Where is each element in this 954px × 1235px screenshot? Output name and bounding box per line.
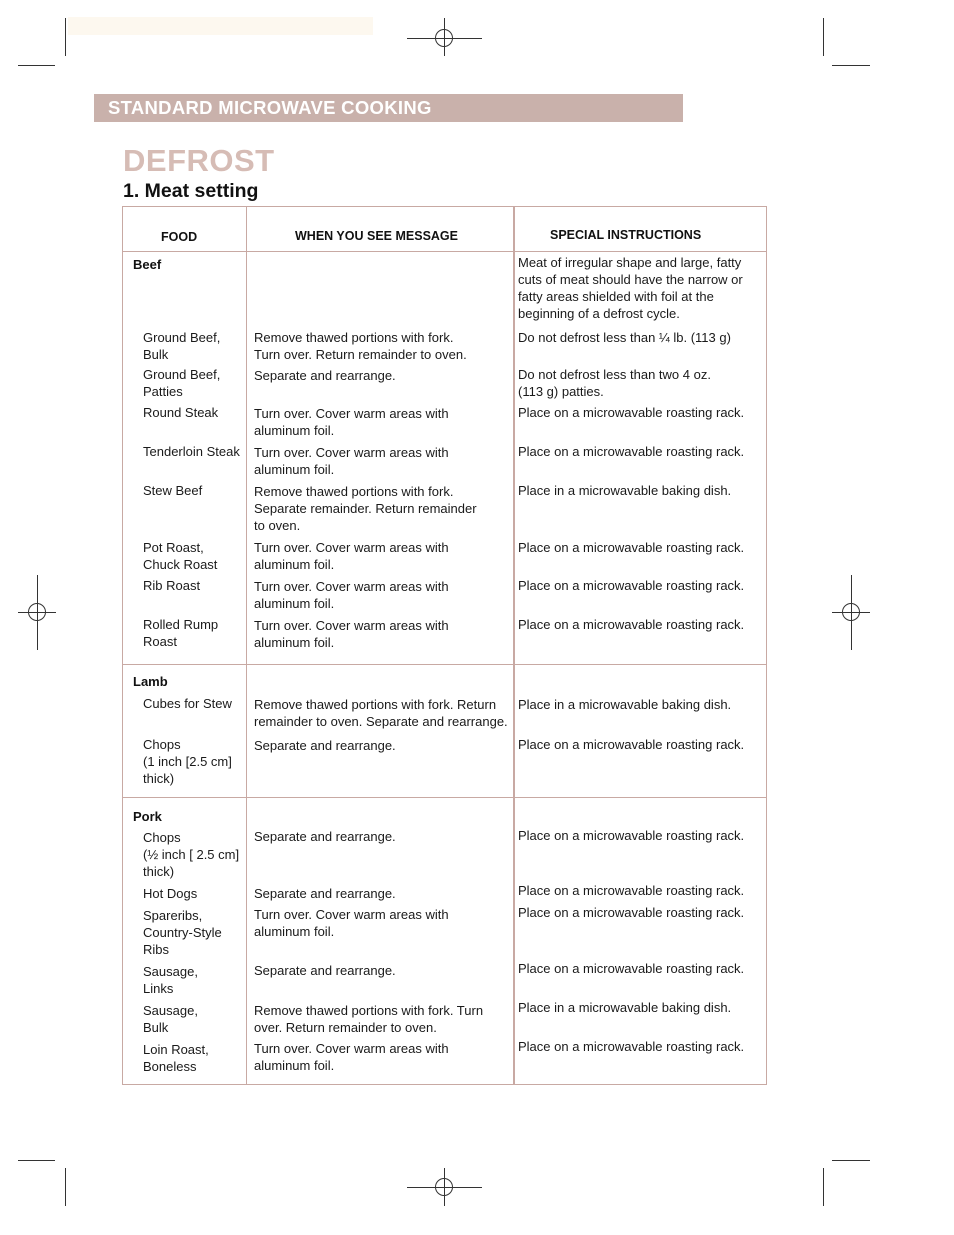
food-cell: Tenderloin Steak bbox=[143, 444, 240, 459]
group-label-pork: Pork bbox=[133, 809, 162, 824]
group-divider bbox=[122, 664, 767, 665]
instruction-cell: Place on a microwavable roasting rack. bbox=[518, 883, 745, 898]
message-cell: Separate and rearrange. bbox=[254, 738, 396, 753]
food-cell: Pot Roast, Chuck Roast bbox=[143, 540, 218, 572]
message-cell: Remove thawed portions with fork. Turn over. Return remainder to oven. bbox=[254, 330, 467, 362]
food-cell: Round Steak bbox=[143, 405, 219, 420]
instruction-cell: Place in a microwavable baking dish. bbox=[518, 1000, 732, 1015]
instruction-cell: Place in a microwavable baking dish. bbox=[518, 697, 732, 712]
food-cell: Spareribs, Country-Style Ribs bbox=[143, 908, 222, 957]
instruction-cell: Place on a microwavable roasting rack. bbox=[518, 1039, 745, 1054]
message-cell: Turn over. Cover warm areas with aluminum foil. bbox=[254, 445, 449, 477]
header-instructions: SPECIAL INSTRUCTIONS bbox=[550, 228, 702, 242]
instruction-cell: Place on a microwavable roasting rack. bbox=[518, 444, 745, 459]
header-divider bbox=[122, 251, 767, 252]
page-title: DEFROST bbox=[123, 143, 275, 178]
section-banner bbox=[94, 94, 683, 122]
table-border bbox=[766, 206, 767, 1085]
food-cell: Ground Beef, Bulk bbox=[143, 330, 221, 362]
food-cell: Hot Dogs bbox=[143, 886, 198, 901]
instruction-cell: Place on a microwavable roasting rack. bbox=[518, 737, 745, 752]
instruction-cell: Place on a microwavable roasting rack. bbox=[518, 617, 745, 632]
food-cell: Sausage, Bulk bbox=[143, 1003, 198, 1035]
instruction-cell: Place on a microwavable roasting rack. bbox=[518, 578, 745, 593]
subtitle: 1. Meat setting bbox=[123, 180, 259, 202]
group-intro-beef: Meat of irregular shape and large, fatty cuts of meat should have the narrow or fatty areas shielded with foil at the beginning of a defrost cycle. bbox=[518, 255, 743, 321]
food-cell: Sausage, Links bbox=[143, 964, 198, 996]
message-cell: Separate and rearrange. bbox=[254, 963, 396, 978]
section-banner-text: STANDARD MICROWAVE COOKING bbox=[108, 97, 432, 118]
message-cell: Turn over. Cover warm areas with aluminum foil. bbox=[254, 1041, 449, 1073]
message-cell: Turn over. Cover warm areas with aluminum foil. bbox=[254, 907, 449, 939]
food-cell: Rib Roast bbox=[143, 578, 201, 593]
message-cell: Remove thawed portions with fork. Turn over. Return remainder to oven. bbox=[254, 1003, 484, 1035]
food-cell: Chops (½ inch [ 2.5 cm] thick) bbox=[143, 830, 240, 879]
instruction-cell: Place on a microwavable roasting rack. bbox=[518, 905, 745, 920]
table-border bbox=[122, 206, 767, 207]
food-cell: Ground Beef, Patties bbox=[143, 367, 221, 399]
group-label-lamb: Lamb bbox=[133, 674, 168, 689]
food-cell: Stew Beef bbox=[143, 483, 203, 498]
instruction-cell: Place on a microwavable roasting rack. bbox=[518, 540, 745, 555]
header-message: WHEN YOU SEE MESSAGE bbox=[295, 229, 458, 243]
table-border bbox=[122, 1084, 767, 1085]
instruction-cell: Place on a microwavable roasting rack. bbox=[518, 405, 745, 420]
table-border bbox=[122, 206, 123, 1085]
food-cell: Chops (1 inch [2.5 cm] thick) bbox=[143, 737, 232, 786]
column-divider bbox=[246, 206, 247, 1085]
instruction-cell: Place in a microwavable baking dish. bbox=[518, 483, 732, 498]
instruction-cell: Do not defrost less than ¼ lb. (113 g) bbox=[518, 330, 731, 345]
food-cell: Rolled Rump Roast bbox=[143, 617, 219, 649]
group-divider bbox=[122, 797, 767, 798]
message-cell: Separate and rearrange. bbox=[254, 368, 396, 383]
message-cell: Turn over. Cover warm areas with aluminum foil. bbox=[254, 540, 449, 572]
instruction-cell: Place on a microwavable roasting rack. bbox=[518, 961, 745, 976]
message-cell: Separate and rearrange. bbox=[254, 829, 396, 844]
food-cell: Cubes for Stew bbox=[143, 696, 232, 711]
message-cell: Turn over. Cover warm areas with aluminum foil. bbox=[254, 406, 449, 438]
message-cell: Remove thawed portions with fork. Return remainder to oven. Separate and rearrange. bbox=[254, 697, 508, 729]
message-cell: Turn over. Cover warm areas with aluminum foil. bbox=[254, 618, 449, 650]
instruction-cell: Do not defrost less than two 4 oz. (113 g) patties. bbox=[518, 367, 711, 399]
header-tint-strip bbox=[68, 17, 373, 35]
column-divider bbox=[513, 206, 515, 1085]
food-cell: Loin Roast, Boneless bbox=[143, 1042, 209, 1074]
message-cell: Separate and rearrange. bbox=[254, 886, 396, 901]
header-food: FOOD bbox=[161, 230, 198, 244]
message-cell: Remove thawed portions with fork. Separate remainder. Return remainder to oven. bbox=[254, 484, 477, 533]
instruction-cell: Place on a microwavable roasting rack. bbox=[518, 828, 745, 843]
group-label-beef: Beef bbox=[133, 257, 162, 272]
message-cell: Turn over. Cover warm areas with aluminum foil. bbox=[254, 579, 449, 611]
